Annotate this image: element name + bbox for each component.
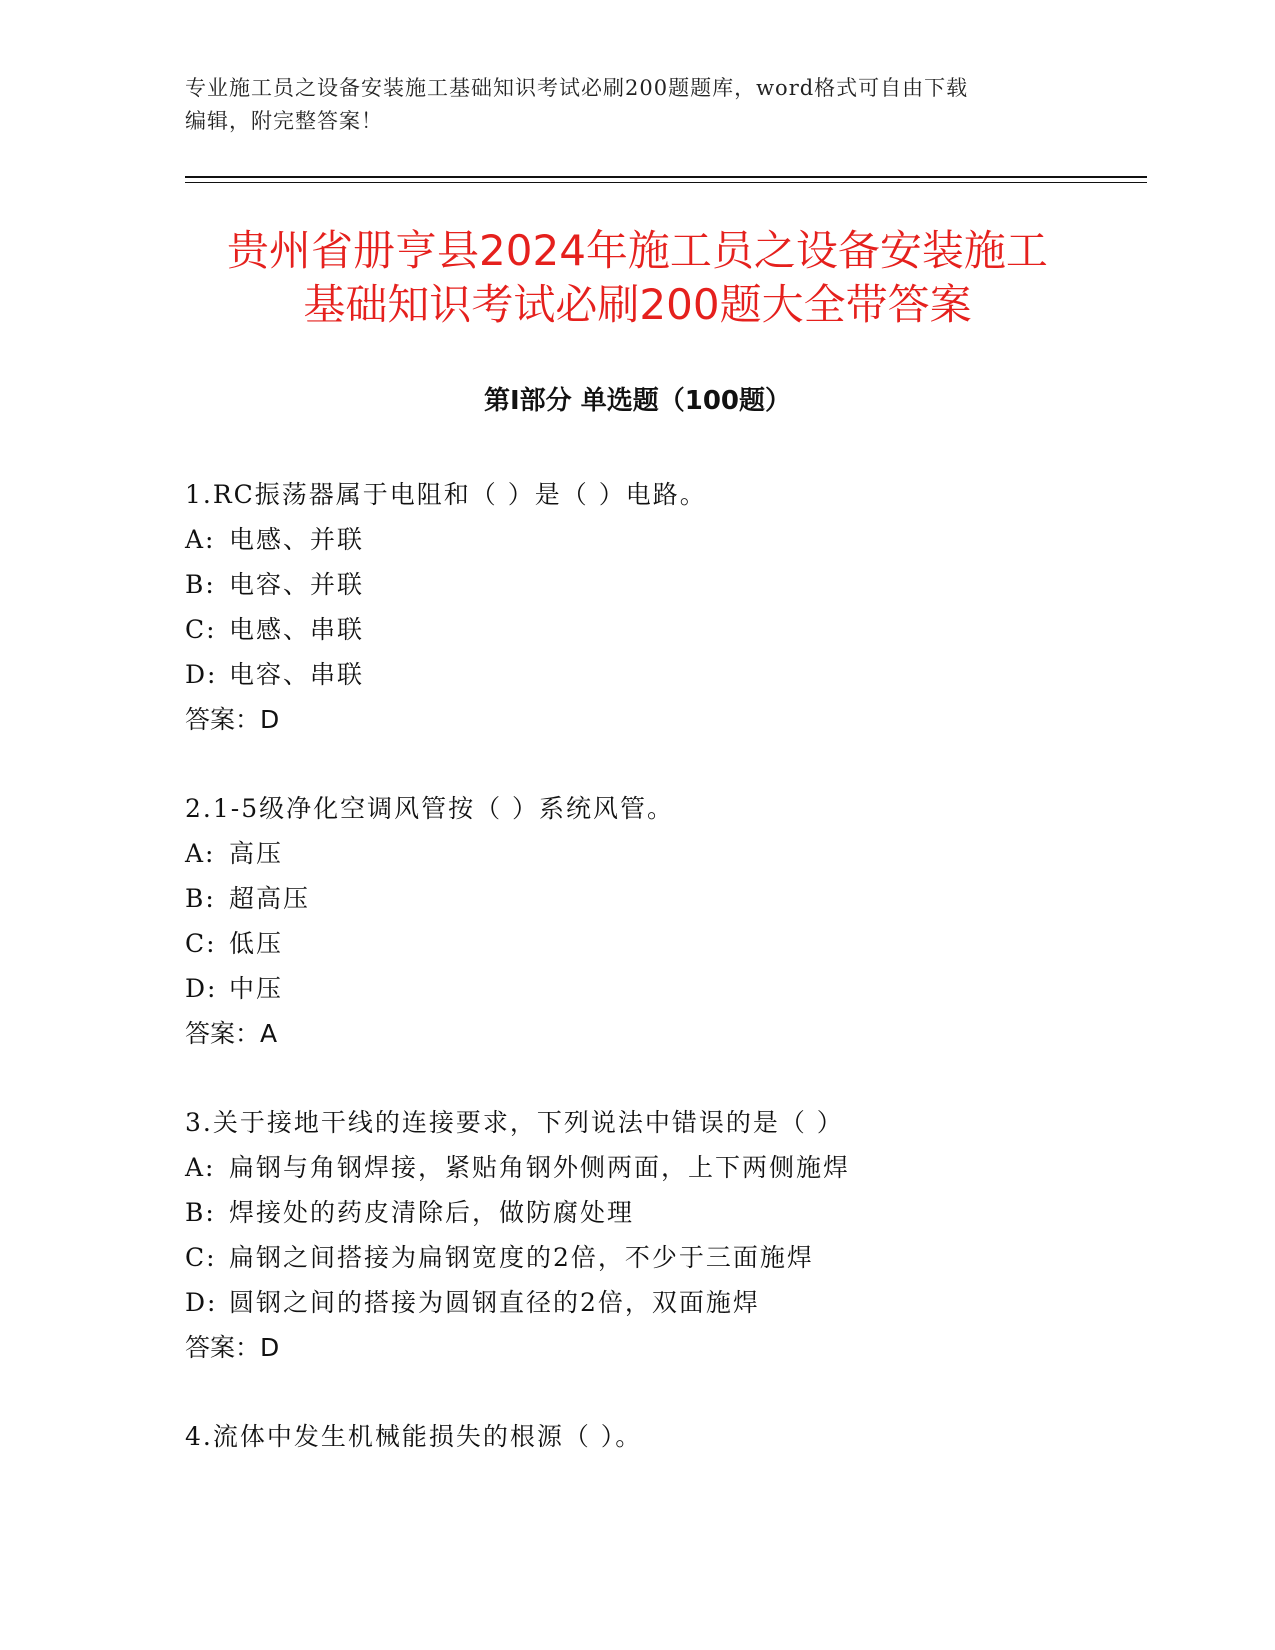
option-d [185, 1280, 1145, 1325]
option-d [185, 652, 1145, 697]
option-letter: A: [185, 1153, 216, 1182]
answer-line: 答案：A [185, 1019, 278, 1048]
option-b [185, 1190, 1145, 1235]
question-stem: 4.流体中发生机械能损失的根源（ ）。 [185, 1422, 643, 1451]
question-2 [185, 786, 1145, 1056]
option-a [185, 1145, 1145, 1190]
option-d [185, 966, 1145, 1011]
header-note-line-2: 编辑，附完整答案！ [185, 109, 383, 133]
section-heading: 第Ⅰ部分 单选题（100题） [484, 386, 791, 416]
option-c [185, 921, 1145, 966]
option-letter: C: [185, 929, 217, 958]
option-letter: B: [185, 884, 216, 913]
option-a [185, 831, 1145, 876]
option-letter: D: [185, 974, 218, 1003]
option-text: 超高压 [229, 884, 311, 913]
option-text: 中压 [229, 974, 284, 1003]
option-c [185, 607, 1145, 652]
option-letter: C: [185, 615, 217, 644]
option-letter: B: [185, 570, 216, 599]
option-letter: C: [185, 1243, 217, 1272]
option-text: 高压 [229, 839, 284, 868]
answer-line: 答案：D [185, 705, 280, 734]
option-text: 扁钢之间搭接为扁钢宽度的2倍，不少于三面施焊 [229, 1243, 814, 1272]
option-c [185, 1235, 1145, 1280]
answer-line: 答案：D [185, 1333, 280, 1362]
option-letter: A: [185, 525, 216, 554]
question-1 [185, 472, 1145, 742]
option-letter: D: [185, 1288, 218, 1317]
question-list [185, 472, 1145, 1503]
question-stem: 3.关于接地干线的连接要求，下列说法中错误的是（ ） [185, 1108, 844, 1137]
document-title-line-2: 基础知识考试必刷200题大全带答案 [303, 280, 972, 329]
header-note [185, 72, 1085, 138]
document-title-line-1: 贵州省册亨县2024年施工员之设备安装施工 [227, 226, 1048, 275]
question-3 [185, 1100, 1145, 1370]
option-b [185, 876, 1145, 921]
option-b [185, 562, 1145, 607]
header-note-line-1: 专业施工员之设备安装施工基础知识考试必刷200题题库，word格式可自由下载 [185, 76, 969, 100]
question-4 [185, 1414, 1145, 1459]
question-stem: 1.RC振荡器属于电阻和（ ）是（ ）电路。 [185, 480, 707, 509]
option-text: 圆钢之间的搭接为圆钢直径的2倍，双面施焊 [229, 1288, 760, 1317]
option-letter: D: [185, 660, 218, 689]
question-stem: 2.1-5级净化空调风管按（ ）系统风管。 [185, 794, 675, 823]
option-text: 电容、并联 [229, 570, 365, 599]
option-text: 焊接处的药皮清除后，做防腐处理 [229, 1198, 635, 1227]
option-text: 电容、串联 [229, 660, 365, 689]
option-text: 电感、并联 [229, 525, 365, 554]
option-text: 电感、串联 [229, 615, 365, 644]
header-divider-thick [185, 176, 1147, 178]
option-a [185, 517, 1145, 562]
header-divider-thin [185, 182, 1147, 183]
document-title [150, 224, 1125, 332]
option-text: 低压 [229, 929, 284, 958]
option-letter: B: [185, 1198, 216, 1227]
option-text: 扁钢与角钢焊接，紧贴角钢外侧两面，上下两侧施焊 [229, 1153, 851, 1182]
option-letter: A: [185, 839, 216, 868]
